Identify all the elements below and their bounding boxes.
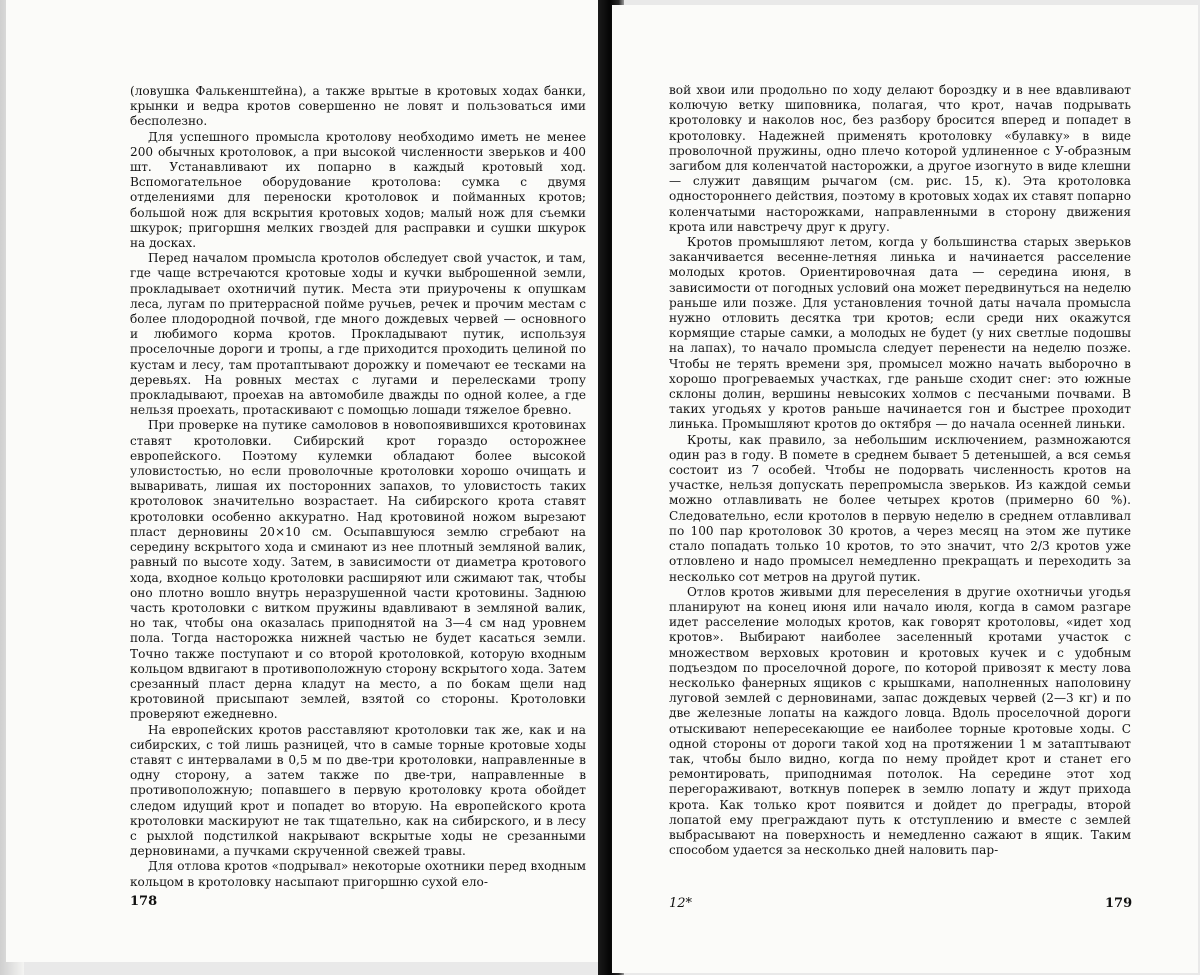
page-number: 179 xyxy=(1105,896,1132,911)
left-page-text xyxy=(130,84,586,890)
paragraph: Отлов кротов живыми для переселения в другие охотничьи угодья планируют на конец июня или начало июля, когда в самом разгаре идет расселение молодых кротов, как говорят кротоловы, «идет ход кротов». Выбирают наиболее заселенный кротами участок с множеством верховых кротовин и кротовых кучек и с удобным подъездом по проселочной дороге, по которой привозят к месту лова несколько фанерных ящиков с крышками, наполненных наполовину луговой землей с дерновинами, запас дождевых червей (2—3 кг) и по две железные лопаты на каждого ловца. Вдоль проселочной дороги отыскивают непересекающие ее наиболее торные кротовые ходы. С одной стороны от дороги такой ход на протяжении 1 м затаптывают так, чтобы было видно, когда по нему пройдет крот и станет его ремонтировать, приподнимая потолок. На середине этот ход перегораживают, воткнув поперек в землю лопату и ждут прихода крота. Как только крот появится и дойдет до преграды, второй лопатой ему преграждают путь к отступлению и вместе с землей выбрасывают на поверхность и немедленно сажают в ящик. Таким способом удается за несколько дней наловить пар- xyxy=(669,585,1131,859)
paragraph: (ловушка Фалькенштейна), а также врытые в кротовых ходах банки, крынки и ведра кротов совершенно не ловят и пользоваться ими бесполезно. xyxy=(130,84,586,130)
paragraph: Кроты, как правило, за небольшим исключением, размножаются один раз в году. В помете в среднем бывает 5 детенышей, а вся семья состоит из 7 особей. Чтобы не подорвать численность кротов на участке, нельзя допускать перепромысла зверьков. Из каждой семьи можно отлавливать не более четырех кротов (примерно 60 %). Следовательно, если кротолов в первую неделю в среднем отлавливал по 100 пар кротоловок 30 кротов, а через месяц на этом же путике стало попадать только 10 кротов, то это значит, что 2/3 кротов уже отловлено и надо промысел немедленно прекращать и переходить за несколько сот метров на другой путик. xyxy=(669,433,1131,585)
paragraph: Кротов промышляют летом, когда у большинства старых зверьков заканчивается весенне-летняя линька и начинается расселение молодых кротов. Ориентировочная дата — середина июня, в зависимости от погодных условий она может передвинуться на неделю раньше или позже. Для установления точной даты начала промысла нужно отловить десятка три кротов; если среди них окажутся кормящие старые самки, а молодых не будет (у них светлые подошвы на лапах), то начало промысла следует перенести на неделю позже. Чтобы не терять времени зря, промысел можно начать выборочно в хорошо прогреваемых участках, где раньше сходит снег: это южные склоны долин, вершины невысоких холмов с песчаными почвами. В таких угодьях у кротов раньше начинается гон и быстрее проходит линька. Промышляют кротов до октября — до начала осенней линьки. xyxy=(669,235,1131,433)
paragraph: вой хвои или продольно по ходу делают бороздку и в нее вдавливают колючую ветку шиповника, полагая, что крот, начав подрывать кротоловку и наколов нос, без разбору бросится вперед и попадет в кротоловку. Надежней применять кротоловку «булавку» в виде проволочной пружины, одно плечо которой удлиненное с У-образным загибом для коленчатой насторожки, а другое изогнуто в виде клешни — служит давящим рычагом (см. рис. 15, к). Эта кротоловка одностороннего действия, поэтому в кротовых ходах их ставят попарно коленчатыми насторожками, направленными в сторону движения крота или навстречу друг к другу. xyxy=(669,83,1131,235)
paragraph: При проверке на путике самоловов в новопоявившихся кротовинах ставят кротоловки. Сибирский крот гораздо осторожнее европейского. Поэтому кулемки обладают более высокой уловистостью, но если проволочные кротоловки хорошо очищать и вываривать, лишая их посторонних запахов, то уловистость таких кротоловок значительно возрастает. На сибирского крота ставят кротоловки особенно аккуратно. Над кротовиной ножом вырезают пласт дерновины 20×10 см. Осыпавшуюся землю сгребают на середину вскрытого хода и сминают из нее плотный земляной валик, равный по высоте ходу. Затем, в зависимости от диаметра кротового хода, входное кольцо кротоловки расширяют или сжимают так, чтобы оно плотно вошло внутрь неразрушенной части кротовины. Заднюю часть кротоловки с витком пружины вдавливают в земляной валик, но так, чтобы она оказалась приподнятой на 3—4 см над уровнем пола. Тогда насторожка нижней частью не будет касаться земли. Точно также поступают и со второй кротоловкой, которую входным кольцом вдвигают в противоположную сторону вскрытого хода. Затем срезанный пласт дерна кладут на место, а по бокам щели над кротовиной присыпают землей, взятой со стороны. Кротоловки проверяют ежедневно. xyxy=(130,418,586,722)
signature-mark: 12* xyxy=(669,896,692,911)
right-page xyxy=(612,5,1198,973)
paragraph: На европейских кротов расставляют кротоловки так же, как и на сибирских, с той лишь разницей, что в самые торные кротовые ходы ставят с интервалами в 0,5 м по две-три кротоловки, направленные в одну сторону, а затем также по две-три, направленные в противоположную; попавшего в первую кротоловку крота обойдет следом идущий крот и попадет во вторую. На европейского крота кротоловки маскируют не так тщательно, как на сибирского, и в лесу с рыхлой подстилкой накрывают вскрытые ходы не срезанными дерновинами, а пучками скрученной свежей травы. xyxy=(130,723,586,860)
paragraph: Для успешного промысла кротолову необходимо иметь не менее 200 обычных кротоловок, а при высокой численности зверьков и 400 шт. Устанавливают их попарно в каждый кротовый ход. Вспомогательное оборудование кротолова: сумка с двумя отделениями для переноски кротоловок и пойманных кротов; большой нож для вскрытия кротовых ходов; малый нож для съемки шкурок; пригоршня мелких гвоздей для расправки и сушки шкурок на досках. xyxy=(130,130,586,252)
paragraph: Для отлова кротов «подрывал» некоторые охотники перед входным кольцом в кротоловку насыпают пригоршню сухой ело- xyxy=(130,859,586,889)
book-spread xyxy=(0,0,1200,975)
page-number: 178 xyxy=(130,894,157,909)
right-page-text xyxy=(669,83,1131,858)
paragraph: Перед началом промысла кротолов обследует свой участок, и там, где чаще встречаются кротовые ходы и кучки выброшенной земли, прокладывает охотничий путик. Места эти приурочены к опушкам леса, лугам по притеррасной пойме ручьев, речек и прочим местам с более плодородной почвой, где много дождевых червей — основного и любимого корма кротов. Прокладывают путик, используя проселочные дороги и тропы, а где приходится проходить целиной по кустам и лесу, там протаптывают дорожку и помечают ее тесками на деревьях. На ровных местах с лугами и перелесками тропу прокладывают, проехав на автомобиле дважды по одной колее, а где нельзя проехать, протаскивают с помощью лошади тяжелое бревно. xyxy=(130,251,586,418)
left-page xyxy=(6,0,604,962)
